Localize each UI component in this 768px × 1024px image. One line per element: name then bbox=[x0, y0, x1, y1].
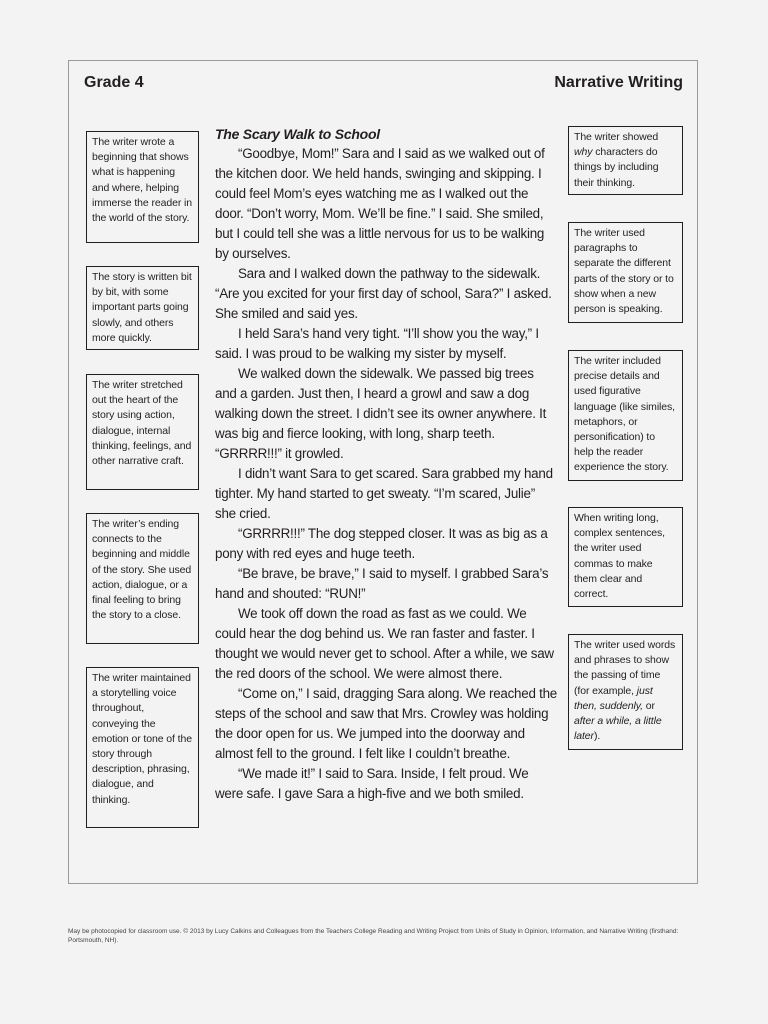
note-text: The writer used words and phrases to show the passing of time (for example, bbox=[574, 639, 676, 697]
story-paragraph: “GRRRR!!!” The dog stepped closer. It was as big as a pony with red eyes and huge teeth. bbox=[215, 526, 548, 561]
grade-heading: Grade 4 bbox=[84, 74, 144, 91]
note-text: The writer wrote a beginning that shows what is happening and where, helping immerse the reader in the world of the story. bbox=[92, 136, 193, 225]
story-paragraph: “Goodbye, Mom!” Sara and I said as we walked out of the kitchen door. We held hands, swinging and skipping. I could feel Mom’s eyes watching me as I walked out the door. “Don’t worry, Mom. We’ll be fine.” I said. She smiled, but I could tell she was a little nervous for us to be walking by ourselves. bbox=[215, 146, 545, 261]
copyright-footer: May be photocopied for classroom use. © 2013 by Lucy Calkins and Colleagues from the Teachers College Reading and Writing Project from Units of Study in Opinion, Information, and Narrative Writing (firsthand: Portsmouth, NH). bbox=[68, 928, 679, 944]
note-text: When writing long, complex sentences, the writer used commas to make them clear and correct. bbox=[574, 512, 665, 601]
story-paragraph: I held Sara’s hand very tight. “I’ll show you the way,” I said. I was proud to be walking my sister by myself. bbox=[215, 326, 539, 361]
note-text: The writer showed bbox=[574, 131, 659, 143]
story-paragraph: We walked down the sidewalk. We passed big trees and a garden. Just then, I heard a growl and saw a dog walking down the street. I didn’t see its owner anywhere. It was big and fierce looking, with long, sharp teeth. “GRRRR!!!” it growled. bbox=[215, 366, 547, 461]
note-text: The writer used paragraphs to separate the different parts of the story or to show when a new person is speaking. bbox=[574, 227, 674, 316]
right-note-details bbox=[568, 350, 683, 481]
right-note-thinking bbox=[568, 126, 683, 195]
note-text: The writer stretched out the heart of the story using action, dialogue, internal thinking, feelings, and other narrative craft. bbox=[92, 379, 192, 468]
note-text: The writer included precise details and used figurative language (like similes, metaphors, or personification) to help the reader experience the story. bbox=[574, 355, 675, 474]
note-text: or bbox=[642, 699, 655, 712]
left-note-heart bbox=[86, 374, 199, 490]
left-note-voice bbox=[86, 667, 199, 828]
left-note-ending bbox=[86, 513, 199, 644]
story-paragraph: I didn’t want Sara to get scared. Sara grabbed my hand tighter. My hand started to get sweaty. “I’m scared, Julie” she cried. bbox=[215, 466, 553, 521]
note-text: The writer’s ending connects to the beginning and middle of the story. She used action, dialogue, or a final feeling to bring the story to a close. bbox=[92, 518, 192, 622]
section-heading: Narrative Writing bbox=[554, 74, 683, 91]
right-note-paragraphs bbox=[568, 222, 683, 323]
story-paragraph: Sara and I walked down the pathway to the sidewalk. “Are you excited for your first day of school, Sara?” I asked. She smiled and said yes. bbox=[215, 266, 552, 321]
right-note-commas bbox=[568, 507, 683, 607]
right-note-time bbox=[568, 634, 683, 750]
page-frame bbox=[68, 60, 698, 884]
note-text: The writer maintained a storytelling voice throughout, conveying the emotion or tone of the story through description, phrasing, dialogue, and thinking. bbox=[92, 672, 192, 806]
story-paragraph: “We made it!” I said to Sara. Inside, I felt proud. We were safe. I gave Sara a high-five and we both smiled. bbox=[215, 766, 529, 801]
note-text: ). bbox=[593, 730, 601, 743]
story-paragraph: We took off down the road as fast as we could. We could hear the dog behind us. We ran faster and faster. I thought we would never get to school. After a while, we saw the red doors of the school. We were almost there. bbox=[215, 606, 554, 681]
story-paragraph: “Come on,” I said, dragging Sara along. We reached the steps of the school and saw that Mrs. Crowley was holding the door open for us. We jumped into the doorway and almost fell to the ground. I felt like I couldn’t breathe. bbox=[215, 686, 557, 761]
story-paragraph: “Be brave, be brave,” I said to myself. I grabbed Sara’s hand and shouted: “RUN!” bbox=[215, 566, 549, 601]
note-text: The story is written bit by bit, with some important parts going slowly, and others more quickly. bbox=[92, 271, 192, 344]
story bbox=[215, 125, 557, 804]
story-title: The Scary Walk to School bbox=[215, 126, 380, 142]
note-text: characters do things by including their thinking. bbox=[574, 146, 659, 189]
note-emphasis: just then, suddenly, bbox=[574, 684, 653, 712]
left-note-pacing bbox=[86, 266, 199, 350]
left-note-beginning bbox=[86, 131, 199, 243]
note-emphasis: why bbox=[574, 146, 593, 159]
note-emphasis: after a while, a little later bbox=[574, 715, 662, 743]
